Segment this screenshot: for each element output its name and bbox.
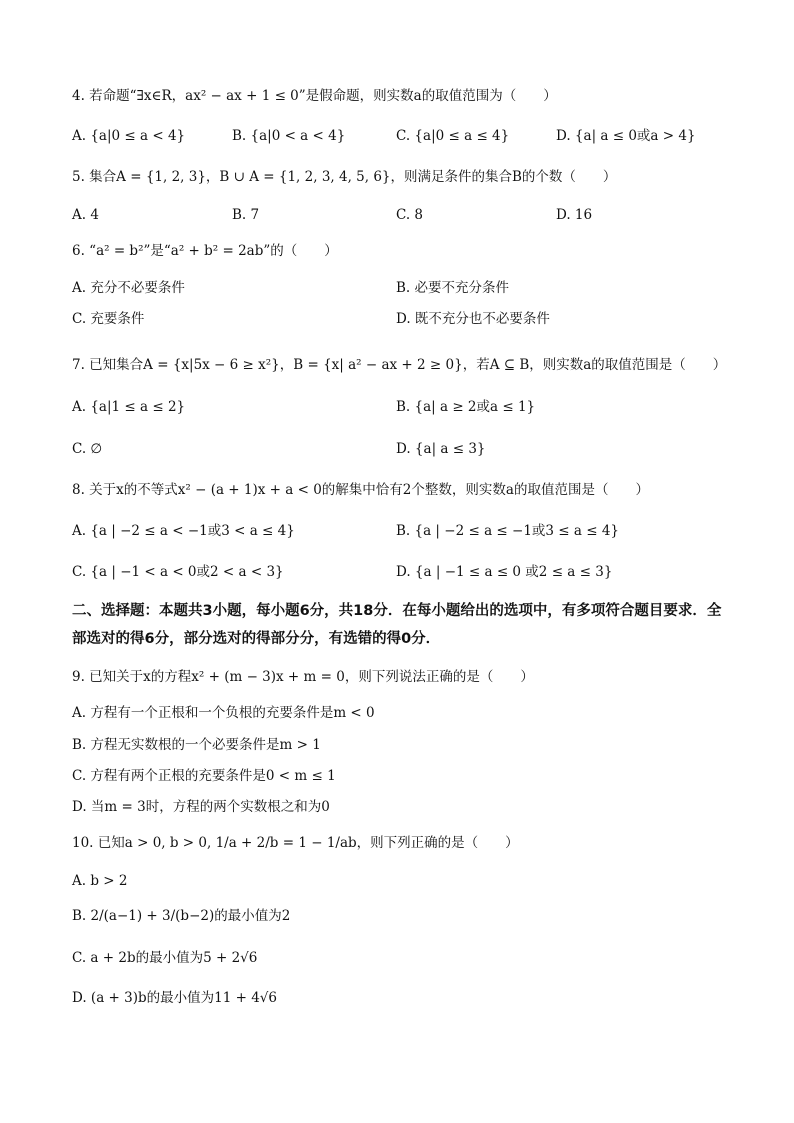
question-10-option-a[interactable]: A. b > 2 bbox=[72, 873, 128, 889]
question-4-option-d[interactable]: D. {a| a ≤ 0或a > 4} bbox=[556, 128, 696, 144]
question-6-option-b[interactable]: B. 必要不充分条件 bbox=[396, 280, 510, 296]
question-8-stem: 8. 关于x的不等式x² − (a + 1)x + a < 0的解集中恰有2个整数，则实数a的取值范围是（ ） bbox=[72, 482, 649, 498]
question-5-option-d[interactable]: D. 16 bbox=[556, 207, 593, 223]
question-5-stem: 5. 集合A = {1, 2, 3}，B ∪ A = {1, 2, 3, 4, 5, 6}，则满足条件的集合B的个数（ ） bbox=[72, 169, 617, 185]
question-4-option-b[interactable]: B. {a|0 < a < 4} bbox=[232, 128, 346, 144]
question-6-option-a[interactable]: A. 充分不必要条件 bbox=[72, 280, 185, 296]
question-9-option-a[interactable]: A. 方程有一个正根和一个负根的充要条件是m < 0 bbox=[72, 705, 375, 721]
question-8-option-b[interactable]: B. {a | −2 ≤ a ≤ −1或3 ≤ a ≤ 4} bbox=[396, 523, 620, 539]
question-8-option-c[interactable]: C. {a | −1 < a < 0或2 < a < 3} bbox=[72, 564, 284, 580]
question-9-option-c[interactable]: C. 方程有两个正根的充要条件是0 < m ≤ 1 bbox=[72, 768, 336, 784]
question-7-option-b[interactable]: B. {a| a ≥ 2或a ≤ 1} bbox=[396, 399, 536, 415]
question-5-option-b[interactable]: B. 7 bbox=[232, 207, 260, 223]
question-9-option-d[interactable]: D. 当m = 3时，方程的两个实数根之和为0 bbox=[72, 799, 330, 815]
question-5-option-c[interactable]: C. 8 bbox=[396, 207, 424, 223]
question-4-option-a[interactable]: A. {a|0 ≤ a < 4} bbox=[72, 128, 186, 144]
question-4-option-c[interactable]: C. {a|0 ≤ a ≤ 4} bbox=[396, 128, 510, 144]
question-6-option-d[interactable]: D. 既不充分也不必要条件 bbox=[396, 311, 550, 327]
question-7-option-a[interactable]: A. {a|1 ≤ a ≤ 2} bbox=[72, 399, 186, 415]
question-10-stem: 10. 已知a > 0, b > 0, 1/a + 2/b = 1 − 1/ab，则下列正确的是（ ） bbox=[72, 835, 519, 851]
question-6-option-c[interactable]: C. 充要条件 bbox=[72, 311, 145, 327]
section-2-heading: 二、选择题：本题共3小题，每小题6分，共18分．在每小题给出的选项中，有多项符合题目要求．全部选对的得6分，部分选对的得部分分，有选错的得0分． bbox=[72, 603, 722, 647]
question-10-option-d[interactable]: D. (a + 3)b的最小值为11 + 4√6 bbox=[72, 990, 277, 1006]
question-5-option-a[interactable]: A. 4 bbox=[72, 207, 99, 223]
question-6-stem: 6. “a² = b²”是“a² + b² = 2ab”的（ ） bbox=[72, 243, 338, 259]
question-10-option-b[interactable]: B. 2/(a−1) + 3/(b−2)的最小值为2 bbox=[72, 908, 291, 924]
question-7-option-c[interactable]: C. ∅ bbox=[72, 441, 103, 457]
question-10-option-c[interactable]: C. a + 2b的最小值为5 + 2√6 bbox=[72, 950, 258, 966]
question-4-stem: 4. 若命题“∃x∈R，ax² − ax + 1 ≤ 0”是假命题，则实数a的取值范围为（ ） bbox=[72, 88, 557, 104]
question-9-option-b[interactable]: B. 方程无实数根的一个必要条件是m > 1 bbox=[72, 737, 321, 753]
question-7-option-d[interactable]: D. {a| a ≤ 3} bbox=[396, 441, 486, 457]
question-8-option-d[interactable]: D. {a | −1 ≤ a ≤ 0 或2 ≤ a ≤ 3} bbox=[396, 564, 613, 580]
question-7-stem: 7. 已知集合A = {x|5x − 6 ≥ x²}，B = {x| a² − ax + 2 ≥ 0}，若A ⊆ B，则实数a的取值范围是（ ） bbox=[72, 357, 727, 373]
question-8-option-a[interactable]: A. {a | −2 ≤ a < −1或3 < a ≤ 4} bbox=[72, 523, 295, 539]
question-9-stem: 9. 已知关于x的方程x² + (m − 3)x + m = 0，则下列说法正确的是（ ） bbox=[72, 669, 534, 685]
